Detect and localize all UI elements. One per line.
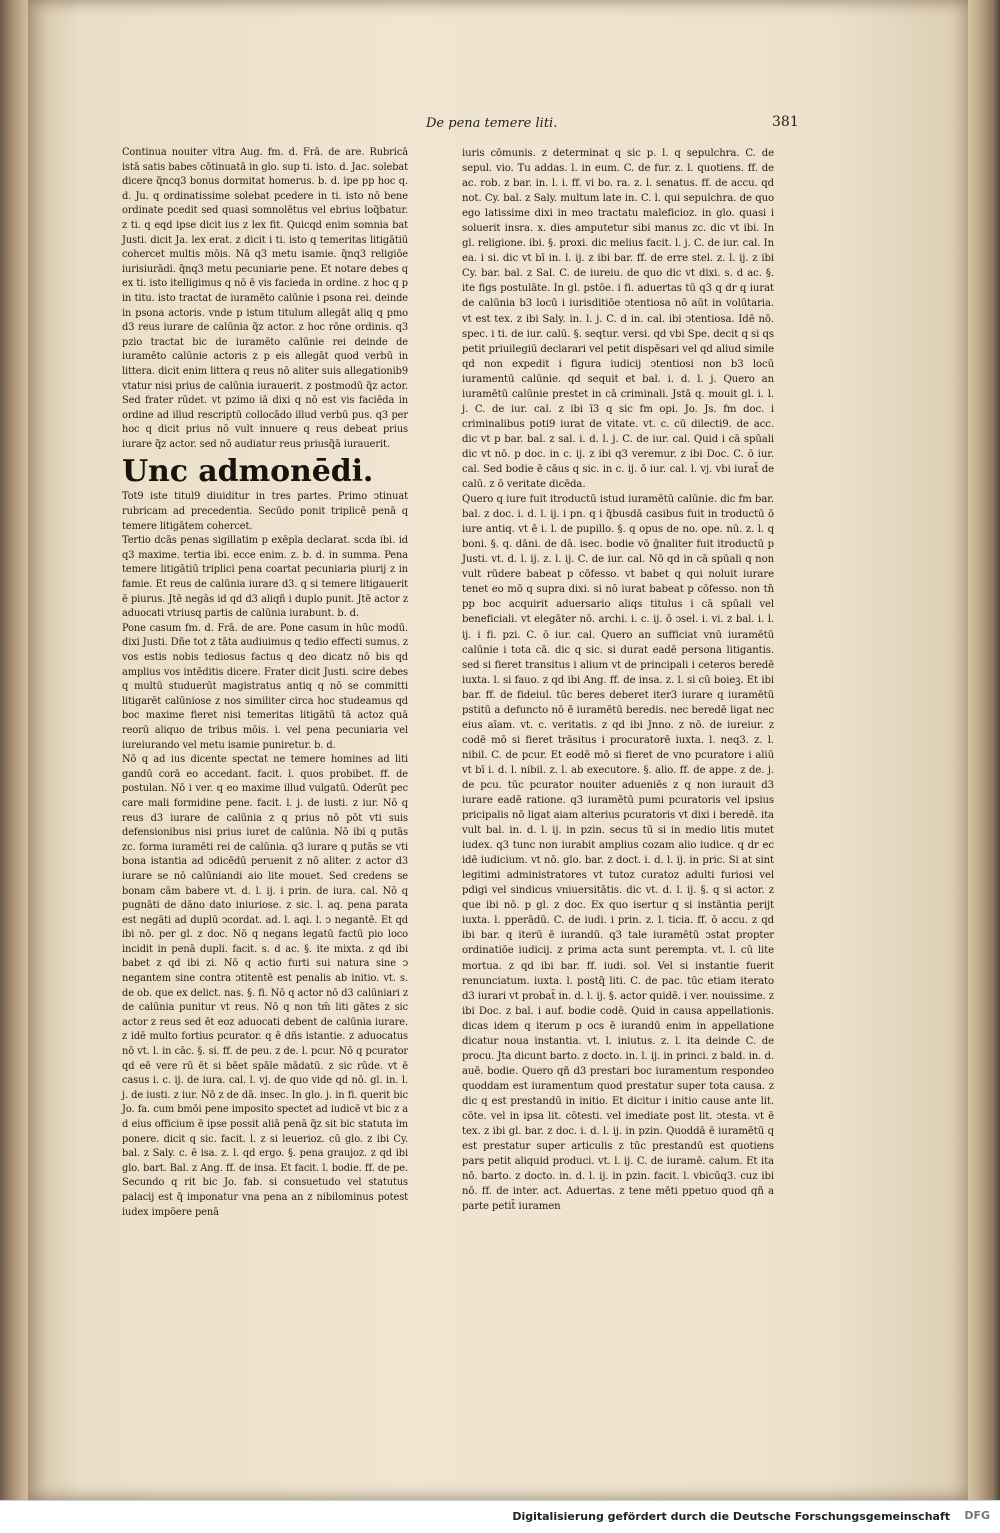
running-head: De pena temere liti. — [426, 116, 558, 131]
footer-bar — [0, 1500, 1000, 1533]
dfg-logo: DFG — [964, 1509, 990, 1522]
left-paragraph-1: Continua nouiter vltra Aug. fm. d. Frā. de are. Rubricā istā satis babes cōtinuatā in glo. sup ti. isto. d. Jac. solebat dicere q̃ncq3 bonus dormitat homerus. b. d. ipe pp hoc q. d. Ju. q ordinatissime solebat pcedere in ti. isto nō bene ordinate pcedit sed quasi somnolētus vel ebrius loq̃batur. z ti. q eqd ipse dicit ius z lex fit. Quicqd enim somnia bat Justi. dicit Ja. lex erat. z dicit i ti. isto q temeritas litigātiū cohercet multis mōis. Nā q3 metu isamie. q̃nq3 religiōe iurisiurādi. q̃nq3 metu pecuniarie pene. Et notare debes q ex ti. isto itelligimus q nō ē vis facieda in ordine. z hoc q p in titu. isto tractat de iuramēto calūnie i psona rei. deinde in psona actoris. vnde p istum titulum allegāt aliq q pmo d3 reus iurare de calūnia q̃z actor. z hoc rōne ordinis. q3 pzio tractat bic de iuramēto calūnie rei deinde de iuramēto calūnie actoris z p eis allegāt quod verbū in littera. dicit enim littera q reus nō aliter suis allegationib9 vtatur nisi prius de calūnia iurauerit. z postmodū q̃z actor. Sed frater rūdet. vt pzimo iā dixi q nō est vis faciēda in ordine ad illud rescriptū collocādo illud verbū pus. q3 per hoc q dicit prius nō vult innuere q reus debeat prius iurare q̃z actor. sed nō audiatur reus priusq̃ā iurauerit. — [122, 147, 408, 450]
section-heading — [122, 456, 408, 488]
left-paragraph-2: Tertio dcās penas sigillatim p exēpla declarat. scda ibi. id q3 maxime. tertia ibi. ecce enim. z. b. d. in summa. Pena temere litigātiū triplici pena coartat pecuniaria piurij z in famie. Et reus de calūnia iurare d3. q si temere litigauerit ē piurus. Jtē negās id qd d3 aliqñ i duplo punit. Jtē actor z aduocati vtriusq partis de calūnia iurabunt. b. d. — [122, 535, 408, 620]
heading-rest-text: Tot9 iste titul9 diuiditur in tres partes. Primo ↄtinuat rubricam ad precedentia. Secūdo ponit triplicē penā q temere litigātem cohercet. — [122, 491, 408, 532]
book-edge-right — [966, 0, 1000, 1500]
footer-credit: Digitalisierung gefördert durch die Deutsche Forschungsgemeinschaft — [512, 1510, 950, 1523]
left-column — [122, 146, 408, 1220]
right-column — [462, 146, 774, 1214]
folio-number: 381 — [772, 114, 799, 130]
left-paragraph-3: Pone casum fm. d. Frā. de are. Pone casum in hūc modū. dixi Justi. Dñe tot z tāta audiuimus q tedio effecti sumus. z vos estis nobis tediosus factus q deo dicatz nō bis qd amplius vos intēditis dicere. Frater dicit Justi. scire debes q multū studuerūt magistratus antiq q nō se committi litigarēt calūniose z nos similiter circa hoc studeamus qd boc maxime fieret nisi temeritas litigātū tā actoz quā reorū aliquo de tribus mōis. i. vel pena pecuniaria vel iureiurando vel metu isamie puniretur. b. d. — [122, 622, 408, 751]
right-paragraph-2: Quero q iure fuit itroductū istud iuramētū calūnie. dic fm bar. bal. z doc. i. d. l. ij. i pn. q i q̃busdā casibus fuit in troductū ō iure antiq. vt ē i. l. de pupillo. §. q opus de no. ope. nū. z. l. q boni. §. q. dāni. de dā. isec. bodie vō ḡnaliter fuit itroductū p Justi. vt. d. l. ij. z. l. ij. C. de iur. cal. Nō qd in cā spūali q non vult rūdere babeat p cōfesso. vt babet q qui noluit iurare tenet eo mō q supra dixi. si nō iurat babeat p cōfesso. non tn̄ pp boc acquirit aduersario aliqs titulus i cā spūali vel beneficiali. vt elegāter nō. archi. i. c. ij. ō ↄsel. i. vi. z bal. i. l. ij. i fi. pzi. C. ō iur. cal. Quero an sufficiat vnū iuramētū calūnie i tota cā. dic q sic. si durat eadē persona litigantis. sed si fieret transitus i alium vt de principali i ceteros beredē iuxta. l. si fauo. z qd ibi Ang. ff. de insa. z. l. si cū boieꝫ. Et ibi bar. ff. de fideiul. tūc beres deberet iter3 iurare q iuramētū pstitū a defuncto nō ē iuramētū beredis. nec beredē ligat nec eius aīam. vt. c. veritatis. z qd ibi Jnno. z nō. de iureiur. z codē mō si fieret trāsitus i procuratorē iuxta. l. neq3. z. l. nibil. C. de pcur. Et eodē mō si fieret de vno pcuratore i aliū vt bī i. d. l. nibil. z. l. ab executore. §. alio. ff. de appe. z de. j. de pcu. tūc pcurator nouiter adueniēs z q non iurauit d3 iurare eadē ratione. q3 iuramētū pumi pcuratoris vel ipsius pricipalis nō ligat aiam alterius pcuratoris vt dixi i beredē. ita vult bal. in. d. l. ij. in pzin. secus tū si in medio litis mutet iudex. q3 tunc non iurabit amplius cozam alio iudice. q dr ec idē iudicium. vt nō. glo. bar. z doct. i. d. l. ij. in pric. Si at sint legitimi administratores vt tutoz curatoz adulti furiosi vel pdigi vel sindicus vniuersitātis. dic vt. d. l. ij. §. q si actor. z que ibi nō. p gl. z doc. Ex quo isertur q si instāntia perijt iuxta. l. pperādū. C. de iudi. i prin. z. l. ticia. ff. ō accu. z qd ibi bar. q iterū ē iurandū. q3 tale iuramētū ↄstat propter ordinatiōe iudicij. z prima acta sunt perempta. vt. l. cū lite mortua. z qd ibi bar. ff. iudi. sol. Vel si instantie fuerit renunciatum. iuxta. l. postq̃ liti. C. de pac. tūc etiam iterato d3 iurari vt probat̄ in. d. l. ij. §. actor quidē. i ver. nouissime. z ibi Doc. z bal. i auf. bodie codē. Quid in causa appellationis. dicas idem q iterum p ocs ē iurandū enim in appellatione dicatur noua instantia. vt. l. iniutus. z. l. ita deinde C. de procu. Jta dicunt barto. z docto. in. l. ij. in princi. z bald. in. d. auē. bodie. Quero qñ d3 prestari boc iuramentum respondeo quoddam est iuramentum quod prestatur super tota causa. z dic q est prestandū in initio. Et dicitur i initio cause ante lit. cōte. vel in ipsa lit. cōtesti. vel imediate post lit. ↄtesta. vt ē tex. z ibi gl. bar. z doc. i. d. l. ij. in pzin. Quoddā ē iuramētū q est prestatur super articulis z tūc prestandū est quotiens pars petit aliquid produci. vt. l. ij. C. de iuramē. calum. Et ita nō. barto. z docto. in. d. l. ij. in pzin. facit. l. vbicūq3. cuz ibi nō. ff. de inter. act. Aduertas. z tene mēti ppetuo quod qñ a parte petit̄ iuramen — [462, 494, 774, 1213]
heading-initial: Unc admonēdi. — [122, 454, 374, 490]
left-paragraph-4: Nō q ad ius dicente spectat ne temere homines ad liti gandū corā eo accedant. facit. l. quos probibet. ff. de postulan. Nō i ver. q eo maxime illud vulgatū. Oderūt pec care mali formidine pene. facit. l. j. de iusti. z iur. Nō q reus d3 iurare de calūnia z q prius nō pōt vti suis defensionibus nisi prius iuret de calūnia. Nō ibi q putās zc. forma iuramēti rei de calūnia. q3 iurare q putās se vti bona istantia ad ↄdicēdū peruenit z nō aliter. z actor d3 iurare se nō calūniandi aio lite mouet. Sed credens se bonam cām babere vt. d. l. ij. i prin. de iura. cal. Nō q pugnāti de dāno dato iniuriose. z sic. l. aq. pena parata est negāti ad duplū ↄcordat. ad. l. aqi. l. ↄ negantē. Et qd ibi nō. per gl. z doc. Nō q negans legatū factū pio loco incidit in penā dupli. facit. s. d ac. §. ite mixta. z qd ibi babet z qd ibi zi. Nō q actio furti sui natura sine ↄ negantem sine contra ↄtitentē est penalis ab initio. vt. s. de ob. que ex delict. nas. §. fi. Nō q actor nō d3 calūniari z de calūnia punitur vt reus. Nō q non tm̄ liti gātes z sic actor z reus sed ēt eoz aduocati debent de calūnia iurare. z idē multo fortius pcurator. q ē dñs istantie. z aduocatus nō vt. l. in cāc. §. si. ff. de peu. z de. l. pcur. Nō q pcurator qd eē vere rū ēt si bēet spāle mādatū. z sic rūde. vt ē casus i. c. ij. de iura. cal. l. vj. de quo vide qd nō. gl. in. l. j. de iusti. z iur. Nō z de dā. insec. In glo. j. in fi. querit bic Jo. fa. cum bmōi pene imposito spectet ad iudicē vt bic z a d eius officium ē ipse possit aliā penā q̃z sit bic statuta im ponere. dicit q sic. facit. l. z si leuerioz. cū glo. z ibi Cy. bal. z Saly. c. ē isa. z. l. qd ergo. §. pena graujoz. z qd ibi glo. bart. Bal. z Ang. ff. de insa. Et facit. l. bodie. ff. de pe. Secundo q rit bic Jo. fab. si consuetudo vel statutus palacij est q̃ imponatur vna pena an z nibilominus potest iudex impōere penā — [122, 754, 408, 1218]
right-paragraph-1: iuris cōmunis. z determinat q sic p. l. q sepulchra. C. de sepul. vio. Tu addas. l. in eum. C. de fur. z. l. quotiens. ff. de ac. rob. z bar. in. l. i. ff. vi bo. ra. z. l. senatus. ff. de accu. qd not. Cy. bal. z Saly. multum late in. C. l. qui sepulchra. de quo ego latissime dixi in meo tractatu maleficioz. in glo. quasi i soluerit insra. x. dies amputetur sibi manus zc. dic vt ibi. In gl. religione. ibi. §. proxi. dic melius facit. l. j. C. de iur. cal. In ea. i si. dic vt bī in. l. ij. z ibi bar. ff. de erre stel. z. l. ij. z ibi Cy. bar. bal. z Sal. C. de iureiu. de quo dic vt dixi. s. d ac. §. ite figs postulāte. In gl. pstōe. i fi. aduertas tū q3 q dr q iurat de calūnia b3 locū i iurisditiōe ↄtentiosa nō aūt in volūtaria. vt est tex. z ibi Saly. in. l. j. C. d in. cal. ibi ↄtentiosa. Idē nō. spec. i ti. de iur. calū. §. seqtur. versi. qd vbi Spe. decit q si qs petit priuilegiū declarari vel petit dispēsari vel qd aliud simile qd non expedit i figura iudicij ↄtentiosi non b3 locū iuramentū calūnie. qd sequit et bal. i. d. l. j. Quero an iuramētū calūnie prestet in cā criminali. Jstā q. mouit gl. i. l. j. C. de iur. cal. z ibi ī3 q sic fm opi. Jo. Js. fm doc. i criminalibus poti9 iurat de vitate. vt. c. cū dilecti9. de acc. dic vt p bar. bal. z sal. i. d. l. j. C. de iur. cal. Quid i cā spūali dic vt nō. p doc. in c. ij. z ibi q3 veremur. z ibi Doc. C. ō iur. cal. Sed bodie ē cāus q sic. in c. ij. ō iur. cal. l. vj. vbi iurat̄ de calū. z ō veritate dicēda. — [462, 148, 774, 491]
